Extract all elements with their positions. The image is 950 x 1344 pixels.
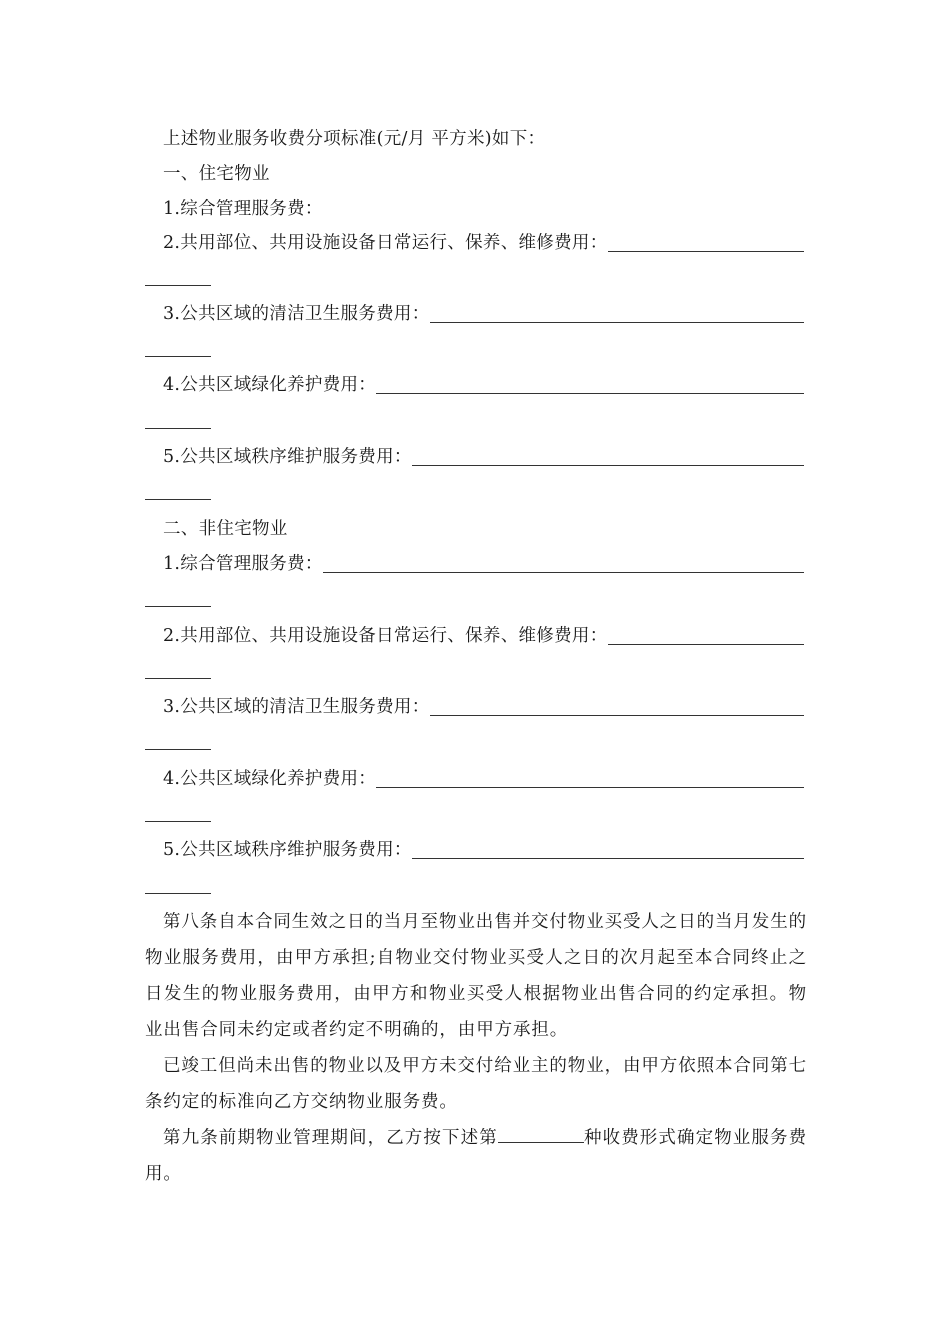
residential-item-4-blank-continuation [145,428,211,429]
non-residential-item-2-blank[interactable] [608,626,805,645]
residential-item-5-blank-continuation [145,499,211,500]
non-residential-item-2-label: 2.共用部位、共用设施设备日常运行、保养、维修费用： [163,626,608,646]
residential-item-4 [163,373,804,397]
non-residential-item-1 [163,552,804,576]
residential-item-2-blank[interactable] [608,233,805,252]
non-residential-item-4-blank-continuation [145,821,211,822]
residential-item-5-label: 5.公共区域秩序维护服务费用： [163,447,412,467]
non-residential-item-5-blank[interactable] [412,840,804,859]
non-residential-item-4-label: 4.公共区域绿化养护费用： [163,769,377,789]
article-8-paragraph-1: 第八条自本合同生效之日的当月至物业出售并交付物业买受人之日的当月发生的物业服务费用，由甲方承担;自物业交付物业买受人之日的次月起至本合同终止之日发生的物业服务费用，由甲方和物业买受人根据物业出售合同的约定承担。物业出售合同未约定或者约定不明确的，由甲方承担。 [145,912,807,1040]
residential-item-2-label: 2.共用部位、共用设施设备日常运行、保养、维修费用： [163,233,608,253]
non-residential-item-4-blank[interactable] [376,769,804,788]
non-residential-item-5 [163,838,804,862]
residential-item-3-blank[interactable] [430,304,805,323]
non-residential-item-1-blank[interactable] [323,554,804,573]
non-residential-heading: 二、非住宅物业 [163,519,288,539]
non-residential-item-2 [163,624,804,648]
residential-item-4-blank[interactable] [376,375,804,394]
residential-item-3-label: 3.公共区域的清洁卫生服务费用： [163,304,430,324]
non-residential-item-1-blank-continuation [145,606,211,607]
non-residential-item-3-blank-continuation [145,749,211,750]
residential-item-4-label: 4.公共区域绿化养护费用： [163,375,377,395]
non-residential-item-5-blank-continuation [145,893,211,894]
non-residential-item-5-label: 5.公共区域秩序维护服务费用： [163,840,412,860]
residential-heading: 一、住宅物业 [163,164,270,184]
residential-item-5-blank[interactable] [412,447,804,466]
article-9-paragraph [145,1120,807,1192]
article-9-fee-form-blank[interactable] [498,1124,584,1143]
non-residential-item-2-blank-continuation [145,678,211,679]
non-residential-item-4 [163,767,804,791]
residential-item-3 [163,302,804,326]
residential-item-2 [163,231,804,255]
non-residential-item-3-label: 3.公共区域的清洁卫生服务费用： [163,697,430,717]
residential-item-1: 1.综合管理服务费： [163,199,323,219]
article-9-text-before-blank: 第九条前期物业管理期间，乙方按下述第 [163,1128,498,1148]
residential-item-5 [163,445,804,469]
non-residential-item-3 [163,695,804,719]
residential-item-2-blank-continuation [145,285,211,286]
non-residential-item-3-blank[interactable] [430,697,805,716]
non-residential-item-1-label: 1.综合管理服务费： [163,554,323,574]
fee-standard-intro: 上述物业服务收费分项标准(元/月 平方米)如下： [163,129,546,149]
article-9-text-after-blank: 种收费形式确定物业服务费用。 [145,1128,807,1184]
article-8-paragraph-2: 已竣工但尚未出售的物业以及甲方未交付给业主的物业，由甲方依照本合同第七条约定的标准向乙方交纳物业服务费。 [145,1056,807,1112]
residential-item-3-blank-continuation [145,356,211,357]
